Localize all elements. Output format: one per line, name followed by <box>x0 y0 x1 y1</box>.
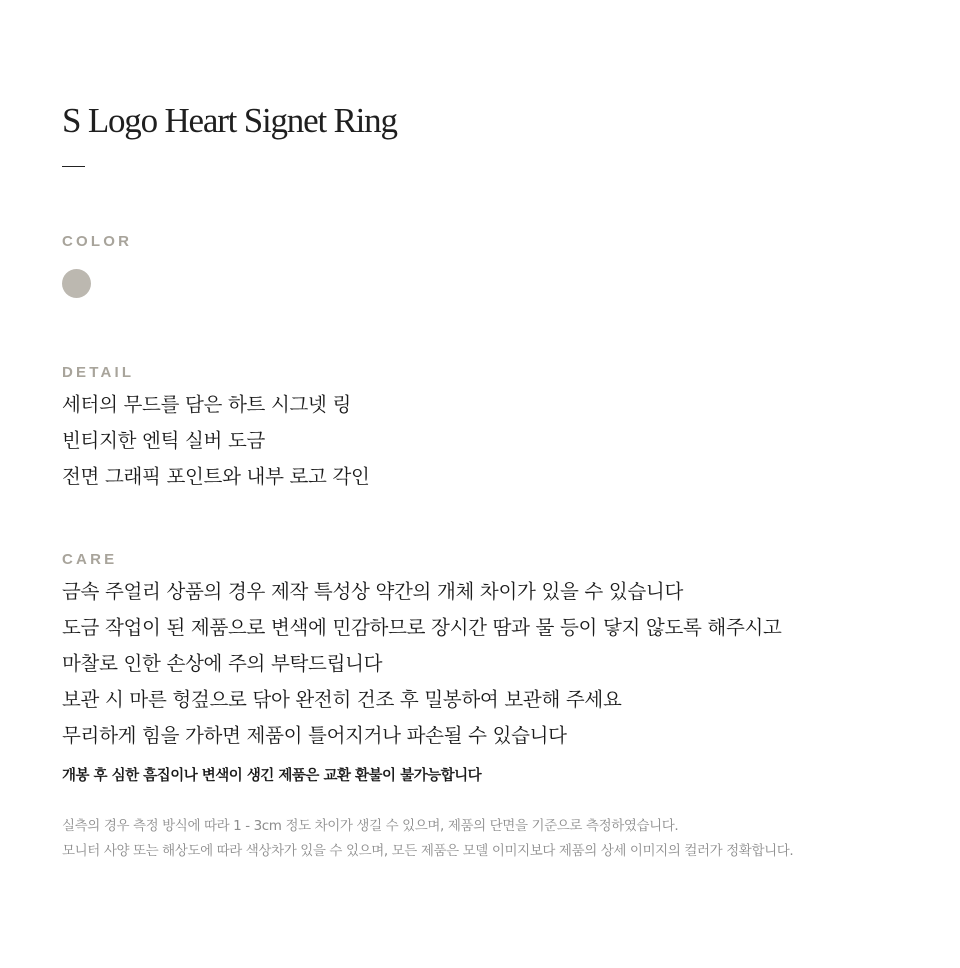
product-title: S Logo Heart Signet Ring <box>62 101 397 140</box>
care-line: 무리하게 힘을 가하면 제품이 틀어지거나 파손될 수 있습니다 <box>62 724 567 747</box>
care-line: 도금 작업이 된 제품으로 변색에 민감하므로 장시간 땀과 물 등이 닿지 않도록 해주시고 <box>62 616 782 639</box>
detail-section-label: DETAIL <box>62 364 135 381</box>
color-section-label: COLOR <box>62 233 133 250</box>
note-line: 실측의 경우 측정 방식에 따라 1 - 3cm 정도 차이가 생길 수 있으며, 제품의 단면을 기준으로 측정하였습니다. <box>62 818 679 834</box>
detail-line: 빈티지한 엔틱 실버 도금 <box>62 429 266 452</box>
note-line: 모니터 사양 또는 해상도에 따라 색상차가 있을 수 있으며, 모든 제품은 모델 이미지보다 제품의 상세 이미지의 컬러가 정확합니다. <box>62 843 794 859</box>
detail-line: 전면 그래픽 포인트와 내부 로고 각인 <box>62 465 370 488</box>
notes-list <box>62 814 793 864</box>
title-divider <box>62 166 85 167</box>
color-swatch-silver[interactable] <box>62 269 91 298</box>
care-section-label: CARE <box>62 551 118 568</box>
care-warning: 개봉 후 심한 흠집이나 변색이 생긴 제품은 교환 환불이 불가능합니다 <box>62 768 482 784</box>
detail-line: 세터의 무드를 담은 하트 시그넷 링 <box>62 393 352 416</box>
detail-list <box>62 387 370 495</box>
care-line: 금속 주얼리 상품의 경우 제작 특성상 약간의 개체 차이가 있을 수 있습니다 <box>62 580 683 603</box>
care-line: 보관 시 마른 헝겊으로 닦아 완전히 건조 후 밀봉하여 보관해 주세요 <box>62 688 622 711</box>
care-list <box>62 574 782 754</box>
care-line: 마찰로 인한 손상에 주의 부탁드립니다 <box>62 652 383 675</box>
